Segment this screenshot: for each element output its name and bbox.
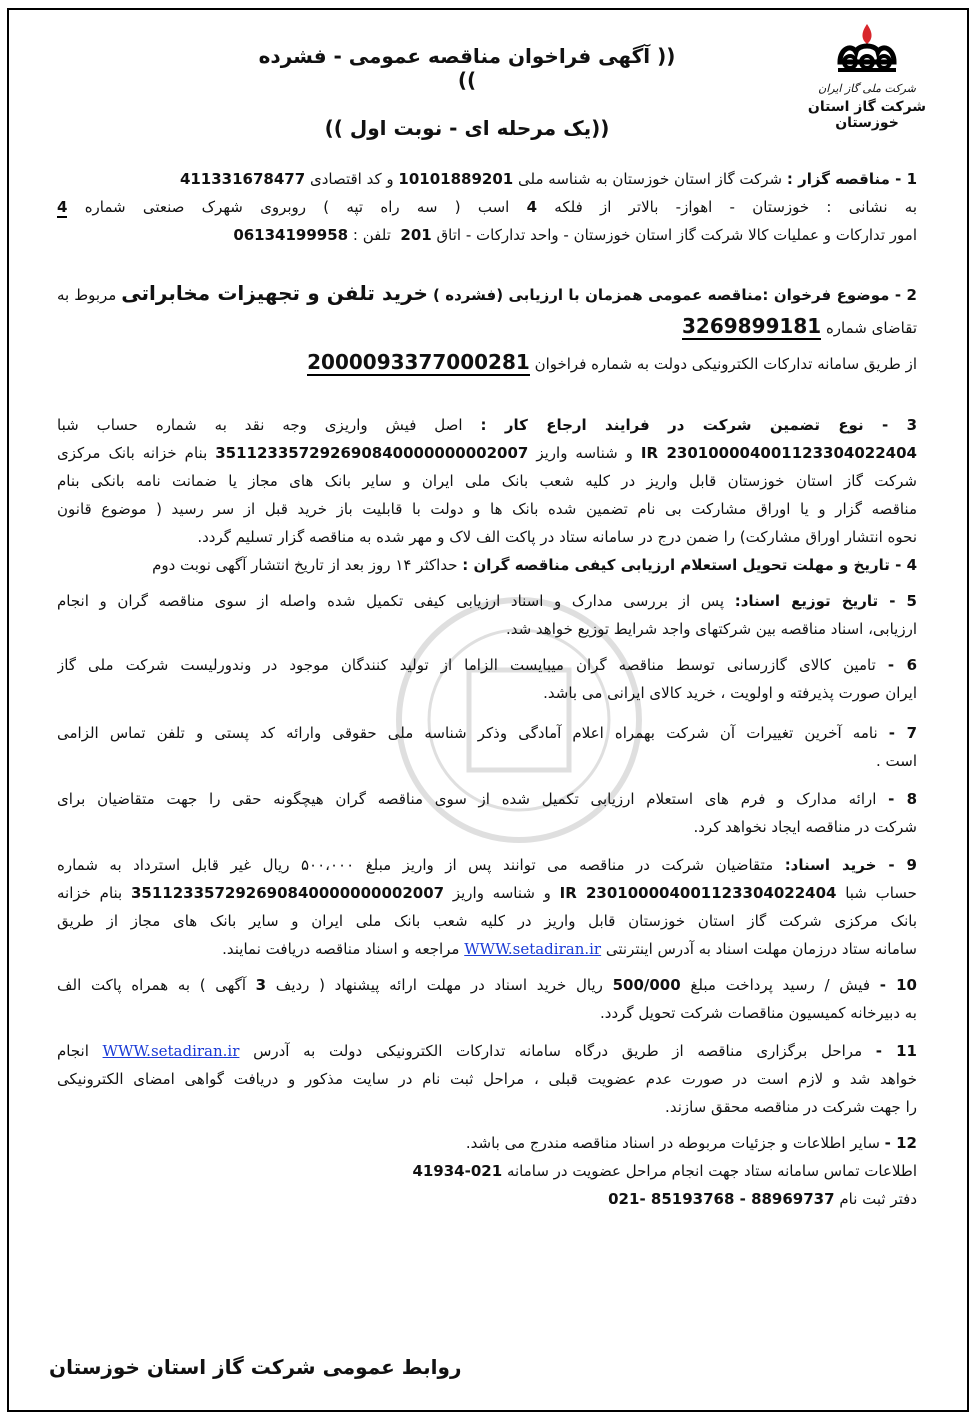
- section-2-text: مربوط به: [57, 286, 117, 304]
- section-9-line-2: [57, 879, 917, 907]
- section-12-line-3: [57, 1185, 917, 1213]
- registration-phones: 88969737 - 85193768 -021: [608, 1190, 835, 1208]
- section-9-label: 9 - خرید اسناد:: [784, 856, 917, 874]
- logo-brand-text: شرکت ملی گاز ایران: [818, 82, 916, 95]
- deposit-id: 351123357292690840000000002007: [215, 444, 529, 462]
- setad-phone: 021-41934: [412, 1162, 503, 1180]
- notice-subtitle: ((یک مرحله ای - نوبت اول )): [324, 116, 610, 140]
- call-label: از طریق سامانه تدارکات الکترونیکی دولت به شماره فراخوان: [534, 355, 917, 373]
- fee-amount: 500/000: [612, 976, 681, 994]
- section-10-text: آگهی ) به همراه پاکت الف: [57, 976, 246, 994]
- economic-code: 411331678477: [179, 170, 306, 188]
- section-1-line-2: [57, 193, 917, 221]
- address-text: اسب ( سه راه تپه ) روبروی شهرک صنعتی شماره: [84, 198, 510, 216]
- footer: [9, 1355, 967, 1379]
- section-10-label: 10 -: [879, 976, 917, 994]
- section-10-text: فیش / رسید پرداخت مبلغ: [690, 976, 871, 994]
- section-2-label: 2 - موضوع فرخوان :مناقصه عمومی همزمان با ارزیابی (فشرده ): [432, 286, 917, 304]
- national-id: 10101889201: [398, 170, 514, 188]
- section-8-line-2: شرکت در مناقصه ایجاد نخواهد کرد.: [693, 818, 917, 836]
- section-8-text: ارائه مدارک و فرم های استعلام ارزیابی تکمیل شده از سوی مناقصه گران هیچگونه حقی را جهت متقاضیان برای: [57, 790, 877, 808]
- registration-office-label: دفتر ثبت نام: [839, 1190, 917, 1208]
- section-11-text: انجام: [57, 1042, 89, 1060]
- section-3-text: بنام خزانه بانک مرکزی: [57, 444, 208, 462]
- section-11-line-3: را جهت شرکت در مناقصه محقق سازند.: [665, 1098, 917, 1116]
- section-2-line-2: [57, 309, 917, 345]
- section-9-text: بنام خزانه: [57, 884, 123, 902]
- section-12-line-1: [57, 1129, 917, 1157]
- section-12-label: 12 -: [884, 1134, 917, 1152]
- setad-contact-label: اطلاعات تماس سامانه ستاد جهت انجام مراحل عضویت در سامانه: [506, 1162, 917, 1180]
- notice-title: (( آگهی فراخوان مناقصه عمومی - فشرده )): [258, 44, 676, 92]
- section-5-line-2: ارزیابی، اسناد مناقصه بین شرکتهای واجد شرایط توزیع خواهد شد.: [505, 620, 917, 638]
- section-1-label: 1 - مناقصه گزار :: [786, 170, 917, 188]
- phone-label: تلفن :: [352, 226, 391, 244]
- section-11-label: 11 -: [875, 1042, 917, 1060]
- section-3-line-1: [57, 411, 917, 439]
- phone-number: 06134199958: [233, 226, 349, 244]
- section-6-line-1: [57, 651, 917, 679]
- setadiran-link[interactable]: WWW.setadiran.ir: [102, 1042, 240, 1060]
- department-text: امور تدارکات و عملیات کالا شرکت گاز استان خوزستان - واحد تدارکات - اتاق: [436, 226, 917, 244]
- section-9-line-3: بانک مرکزی شرکت گاز استان خوزستان قابل واریز در کلیه شعب بانک ملی ایران و سایر بانک های مجاز از طریق: [57, 912, 917, 930]
- public-relations-signature: روابط عمومی شرکت گاز استان خوزستان: [49, 1355, 462, 1379]
- notice-body: [57, 165, 917, 1213]
- section-9-text: متقاضیان شرکت در مناقصه می توانند پس از واریز مبلغ ۵۰۰،۰۰۰ ریال غیر قابل استرداد به شماره: [57, 856, 774, 874]
- section-9-text: حساب شبا: [845, 884, 917, 902]
- section-9-line-1: [57, 851, 917, 879]
- request-label: تقاضای شماره: [825, 319, 917, 337]
- deposit-id: 351123357292690840000000002007: [130, 884, 445, 902]
- section-3-line-5: نحوه انتشار اوراق مشارکت) را ضمن درج در سامانه ستاد در پاکت الف لاک و مهر شده به مناقصه گزار تسلیم گردد.: [197, 528, 917, 546]
- section-1-text: و کد اقتصادی: [309, 170, 394, 188]
- section-7-label: 7 -: [888, 724, 917, 742]
- section-4-text: حداکثر ۱۴ روز بعد از تاریخ انتشار آگهی نوبت دوم: [152, 556, 458, 574]
- section-3-text: و شناسه واریز: [536, 444, 633, 462]
- section-9-line-4: [57, 935, 917, 963]
- section-10-line-1: [57, 971, 917, 999]
- iban-number: IR 230100004001123304022404: [559, 884, 837, 902]
- request-number: 3269899181: [681, 314, 822, 338]
- row-number: 3: [255, 976, 267, 994]
- call-number: 2000093377000281: [307, 350, 530, 374]
- section-3-text: اصل فیش واریزی وجه نقد به شماره حساب شبا: [57, 416, 463, 434]
- section-11-text: مراحل برگزاری مناقصه از طریق درگاه سامانه تدارکات الکترونیکی دولت به آدرس: [253, 1042, 863, 1060]
- section-2-line-3: [57, 345, 917, 381]
- section-6-text: تامین کالای گازرسانی توسط مناقصه گران میبایست الزاما از تولید کنندگان موجود در وندورلیست شرکت ملی گاز: [57, 656, 876, 674]
- address-number: 4: [57, 198, 68, 216]
- section-8-label: 8 -: [888, 790, 917, 808]
- section-3-line-3: شرکت گاز استان خوزستان قابل واریز در کلیه شعب بانک ملی ایران و سایر بانک های مجاز یا ضمانت نامه بانکی بنام: [57, 472, 917, 490]
- room-number: 201: [400, 226, 432, 244]
- tender-subject: خرید تلفن و تجهیزات مخابراتی: [121, 281, 428, 305]
- gas-flame-logo-icon: [832, 22, 902, 80]
- company-logo: [797, 22, 937, 142]
- section-5-text: پس از بررسی مدارک و اسناد ارزیابی کیفی تکمیل شده واصله از سوی مناقصه گران و انجام: [57, 592, 725, 610]
- section-5-line-1: [57, 587, 917, 615]
- section-9-text: سامانه ستاد درزمان مهلت اسناد به آدرس اینترنتی: [605, 940, 917, 958]
- section-9-text: و شناسه واریز: [452, 884, 551, 902]
- address-number: 4: [526, 198, 538, 216]
- section-1-line-1: [57, 165, 917, 193]
- section-4-label: 4 - تاریخ و مهلت تحویل استعلام ارزیابی کیفی مناقصه گران :: [462, 556, 917, 574]
- section-7-line-2: است .: [875, 752, 917, 770]
- section-6-label: 6 -: [887, 656, 917, 674]
- header: [9, 10, 967, 150]
- section-12-text: سایر اطلاعات و جزئیات مربوطه در اسناد مناقصه مندرج می باشد.: [465, 1134, 880, 1152]
- setadiran-link[interactable]: WWW.setadiran.ir: [464, 940, 602, 958]
- section-3-label: 3 - نوع تضمین شرکت در فرایند ارجاع کار :: [480, 416, 917, 434]
- section-5-label: 5 - تاریخ توزیع اسناد:: [734, 592, 917, 610]
- section-10-line-2: به دبیرخانه کمیسیون مناقصات شرکت تحویل گردد.: [600, 1004, 917, 1022]
- company-name: شرکت گاز استان خوزستان: [807, 99, 927, 131]
- notice-frame: [7, 8, 969, 1412]
- section-8-line-1: [57, 785, 917, 813]
- notice-titles: [257, 44, 677, 140]
- iban-number: IR 230100004001123304022404: [640, 444, 917, 462]
- section-4: [57, 551, 917, 579]
- section-7-line-1: [57, 719, 917, 747]
- section-7-text: نامه آخرین تغییرات آن شرکت بهمراه اعلام آمادگی وذکر شناسه ملی حقوقی وارائه کد پستی و تلفن تماس الزامی: [57, 724, 878, 742]
- section-3-line-4: مناقصه گزار و یا اوراق مشارکت بی نام تضمین شده بانک ها و دولت با قابلیت باز خرید قبل از سر رسید ( موضوع قانون: [57, 500, 917, 518]
- section-12-line-2: [57, 1157, 917, 1185]
- section-11-line-1: [57, 1037, 917, 1065]
- address-text: به نشانی : خوزستان - اهواز- بالاتر از فلکه: [554, 198, 917, 216]
- section-11-line-2: خواهد شد و لازم است در صورت عدم عضویت قبلی ، مراحل ثبت نام در سایت مذکور و دریافت گواهی امضای الکترونیکی: [57, 1070, 917, 1088]
- section-10-text: ریال خرید اسناد در مهلت ارائه پیشنهاد ( ردیف: [275, 976, 603, 994]
- section-1-text: شرکت گاز استان خوزستان به شناسه ملی: [518, 170, 783, 188]
- section-1-line-3: [57, 221, 917, 249]
- section-2-line-1: [57, 279, 917, 309]
- section-3-line-2: [57, 439, 917, 467]
- section-6-line-2: ایران صورت پذیرفته و اولویت ، خرید کالای ایرانی می باشد.: [543, 684, 917, 702]
- section-9-text: مراجعه و اسناد مناقصه دریافت نمایند.: [222, 940, 460, 958]
